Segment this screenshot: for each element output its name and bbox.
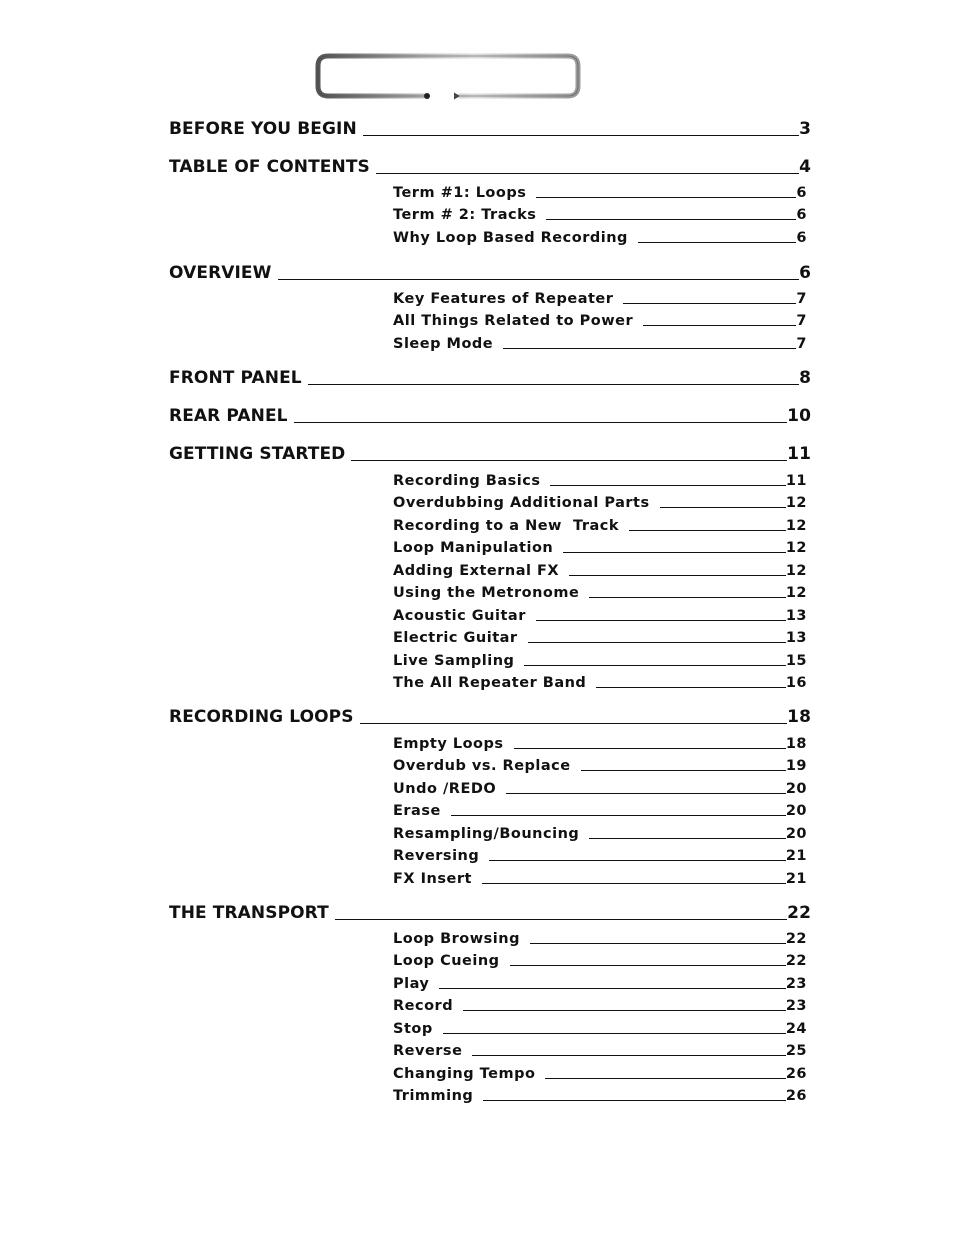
toc-entry-title: Loop Cueing	[393, 952, 500, 969]
toc-entry-title: Live Sampling	[393, 652, 515, 669]
toc-entry-title: Loop Manipulation	[393, 539, 554, 556]
toc-dot-leader	[528, 642, 786, 643]
toc-page-number: 23	[785, 975, 807, 992]
toc-subsection-entry[interactable]	[393, 291, 807, 307]
toc-section-entry[interactable]	[169, 707, 811, 727]
toc-section-entry[interactable]	[169, 444, 811, 464]
toc-page-number: 3	[799, 119, 811, 139]
toc-dot-leader	[545, 1078, 785, 1079]
toc-page-number: 10	[787, 406, 811, 426]
toc-dot-leader	[524, 665, 785, 666]
toc-entry-title: OVERVIEW	[169, 263, 272, 283]
toc-entry-title: THE TRANSPORT	[169, 903, 329, 923]
toc-dot-leader	[489, 860, 786, 861]
toc-entry-title: FX Insert	[393, 870, 472, 887]
toc-dot-leader	[472, 1055, 785, 1056]
toc-section-entry[interactable]	[169, 157, 811, 177]
toc-subsection-entry[interactable]	[393, 608, 807, 624]
toc-subsection-entry[interactable]	[393, 953, 807, 969]
toc-page-number: 13	[785, 629, 807, 646]
toc-subsection-entry[interactable]	[393, 1088, 807, 1104]
toc-page-number: 20	[785, 802, 807, 819]
toc-subsection-entry[interactable]	[393, 1043, 807, 1059]
toc-entry-title: Sleep Mode	[393, 335, 494, 352]
toc-entry-title: The All Repeater Band	[393, 674, 587, 691]
toc-dot-leader	[439, 988, 785, 989]
toc-subsection-entry[interactable]	[393, 1021, 807, 1037]
toc-dot-leader	[506, 793, 786, 794]
toc-entry-title: Overdubbing Additional Parts	[393, 494, 650, 511]
toc-page-number: 20	[785, 780, 807, 797]
toc-entry-title: BEFORE YOU BEGIN	[169, 119, 357, 139]
toc-page-number: 13	[785, 607, 807, 624]
toc-dot-leader	[294, 422, 788, 423]
toc-page-number: 18	[787, 707, 811, 727]
toc-dot-leader	[536, 197, 796, 198]
toc-entry-title: FRONT PANEL	[169, 368, 302, 388]
toc-dot-leader	[483, 1100, 786, 1101]
toc-page-number: 4	[799, 157, 811, 177]
toc-subsection-entry[interactable]	[393, 781, 807, 797]
toc-entry-title: Changing Tempo	[393, 1065, 536, 1082]
toc-entry-title: TABLE OF CONTENTS	[169, 157, 370, 177]
toc-dot-leader	[503, 348, 796, 349]
toc-entry-title: Why Loop Based Recording	[393, 229, 628, 246]
toc-page-number: 6	[796, 229, 807, 246]
toc-dot-leader	[569, 575, 786, 576]
toc-subsection-entry[interactable]	[393, 653, 807, 669]
toc-page-number: 22	[785, 952, 807, 969]
toc-subsection-entry[interactable]	[393, 585, 807, 601]
toc-entry-title: Reverse	[393, 1042, 463, 1059]
toc-page-number: 7	[796, 335, 807, 352]
toc-page-number: 12	[785, 494, 807, 511]
toc-dot-leader	[443, 1033, 786, 1034]
toc-dot-leader	[482, 883, 786, 884]
toc-subsection-entry[interactable]	[393, 313, 807, 329]
toc-entry-title: Record	[393, 997, 454, 1014]
toc-dot-leader	[546, 219, 796, 220]
toc-dot-leader	[589, 838, 786, 839]
toc-page-number: 22	[785, 930, 807, 947]
toc-entry-title: Term #1: Loops	[393, 184, 527, 201]
toc-entry-title: All Things Related to Power	[393, 312, 634, 329]
toc-subsection-entry[interactable]	[393, 1066, 807, 1082]
toc-page-number: 20	[785, 825, 807, 842]
toc-dot-leader	[510, 965, 786, 966]
toc-entry-title: Resampling/Bouncing	[393, 825, 580, 842]
toc-page-number: 21	[785, 847, 807, 864]
toc-dot-leader	[278, 279, 800, 280]
toc-page-number: 11	[785, 472, 807, 489]
toc-page-number: 12	[785, 584, 807, 601]
toc-dot-leader	[581, 770, 786, 771]
toc-section-entry[interactable]	[169, 263, 811, 283]
toc-page-number: 7	[796, 290, 807, 307]
toc-subsection-entry[interactable]	[393, 675, 807, 691]
toc-page-number: 25	[785, 1042, 807, 1059]
toc-page-number: 12	[785, 562, 807, 579]
toc-page-number: 12	[785, 539, 807, 556]
toc-dot-leader	[589, 597, 786, 598]
toc-entry-title: Key Features of Repeater	[393, 290, 614, 307]
toc-entry-title: Term # 2: Tracks	[393, 206, 537, 223]
toc-page-number: 7	[796, 312, 807, 329]
toc-dot-leader	[660, 507, 786, 508]
toc-dot-leader	[360, 723, 788, 724]
toc-entry-title: Recording to a New Track	[393, 517, 620, 534]
toc-section-entry[interactable]	[169, 119, 811, 139]
toc-page-number: 8	[799, 368, 811, 388]
toc-dot-leader	[596, 687, 786, 688]
toc-dot-leader	[629, 530, 786, 531]
toc-dot-leader	[335, 919, 787, 920]
toc-entry-title: Recording Basics	[393, 472, 541, 489]
toc-page-number: 11	[787, 444, 811, 464]
toc-page-number: 18	[785, 735, 807, 752]
toc-dot-leader	[550, 485, 785, 486]
toc-dot-leader	[638, 242, 797, 243]
toc-subsection-entry[interactable]	[393, 871, 807, 887]
toc-page-number: 6	[796, 184, 807, 201]
toc-page-number: 26	[785, 1087, 807, 1104]
toc-entry-title: Play	[393, 975, 430, 992]
toc-dot-leader	[643, 325, 796, 326]
toc-dot-leader	[563, 552, 786, 553]
toc-subsection-entry[interactable]	[393, 736, 807, 752]
toc-subsection-entry[interactable]	[393, 185, 807, 201]
toc-page-number: 19	[785, 757, 807, 774]
toc-dot-leader	[363, 135, 799, 136]
toc-dot-leader	[308, 384, 799, 385]
toc-entry-title: Using the Metronome	[393, 584, 580, 601]
toc-dot-leader	[623, 303, 796, 304]
toc-subsection-entry[interactable]	[393, 563, 807, 579]
toc-subsection-entry[interactable]	[393, 976, 807, 992]
toc-entry-title: Erase	[393, 802, 441, 819]
toc-entry-title: GETTING STARTED	[169, 444, 346, 464]
toc-dot-leader	[530, 943, 786, 944]
toc-subsection-entry[interactable]	[393, 630, 807, 646]
toc-entry-title: RECORDING LOOPS	[169, 707, 354, 727]
toc-entry-title: Stop	[393, 1020, 433, 1037]
toc-entry-title: REAR PANEL	[169, 406, 288, 426]
toc-subsection-entry[interactable]	[393, 207, 807, 223]
toc-page-number: 23	[785, 997, 807, 1014]
toc-page-number: 6	[799, 263, 811, 283]
toc-subsection-entry[interactable]	[393, 518, 807, 534]
toc-subsection-entry[interactable]	[393, 803, 807, 819]
toc-subsection-entry[interactable]	[393, 826, 807, 842]
toc-subsection-entry[interactable]	[393, 495, 807, 511]
toc-entry-title: Overdub vs. Replace	[393, 757, 571, 774]
toc-page-number: 6	[796, 206, 807, 223]
toc-page-number: 26	[785, 1065, 807, 1082]
toc-dot-leader	[536, 620, 786, 621]
toc-page-number: 21	[785, 870, 807, 887]
toc-entry-title: Adding External FX	[393, 562, 560, 579]
toc-dot-leader	[351, 460, 787, 461]
toc-subsection-entry[interactable]	[393, 230, 807, 246]
toc-dot-leader	[376, 173, 799, 174]
toc-dot-leader	[514, 748, 786, 749]
toc-page-number: 22	[787, 903, 811, 923]
toc-entry-title: Trimming	[393, 1087, 474, 1104]
toc-entry-title: Acoustic Guitar	[393, 607, 526, 624]
toc-page-number: 24	[785, 1020, 807, 1037]
toc-entry-title: Loop Browsing	[393, 930, 520, 947]
toc-dot-leader	[451, 815, 786, 816]
toc-entry-title: Electric Guitar	[393, 629, 518, 646]
toc-page-number: 15	[785, 652, 807, 669]
toc-subsection-entry[interactable]	[393, 336, 807, 352]
toc-entry-title: Reversing	[393, 847, 480, 864]
toc-dot-leader	[463, 1010, 786, 1011]
toc-subsection-entry[interactable]	[393, 758, 807, 774]
toc-subsection-entry[interactable]	[393, 931, 807, 947]
toc-section-entry[interactable]	[169, 368, 811, 388]
toc-subsection-entry[interactable]	[393, 998, 807, 1014]
toc-entry-title: Undo /REDO	[393, 780, 497, 797]
toc-section-entry[interactable]	[169, 406, 811, 426]
toc-subsection-entry[interactable]	[393, 473, 807, 489]
toc-subsection-entry[interactable]	[393, 848, 807, 864]
toc-subsection-entry[interactable]	[393, 540, 807, 556]
toc-page-number: 12	[785, 517, 807, 534]
toc-section-entry[interactable]	[169, 903, 811, 923]
toc-page-number: 16	[785, 674, 807, 691]
toc-entry-title: Empty Loops	[393, 735, 504, 752]
